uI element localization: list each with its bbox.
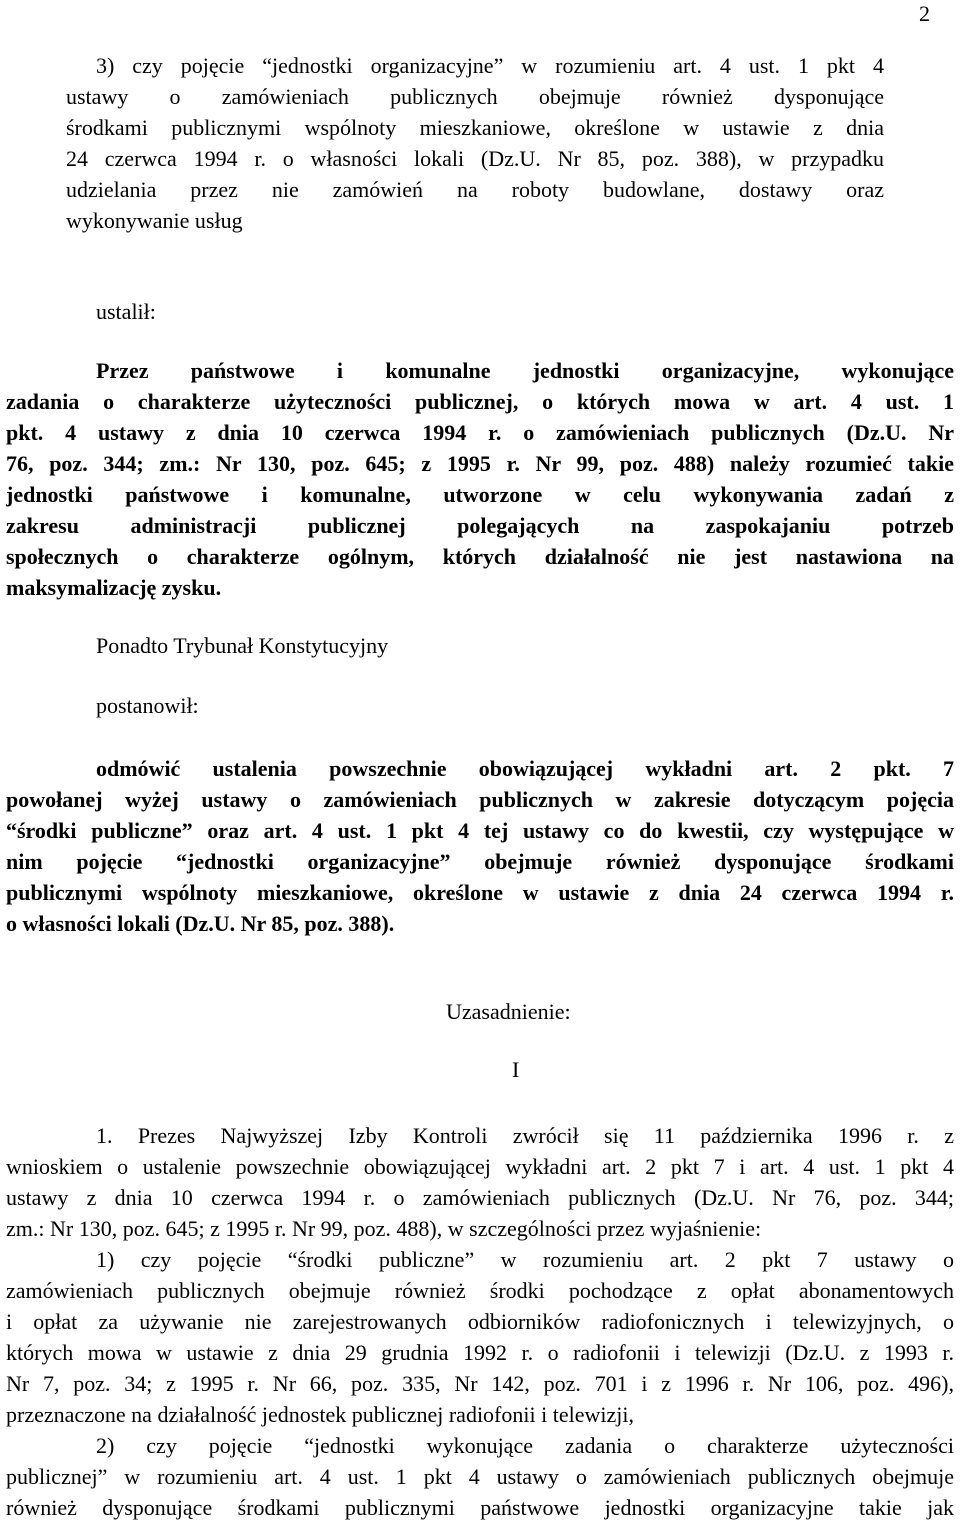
- ponadto-line: Ponadto Trybunał Konstytucyjny: [96, 633, 389, 658]
- page-number: 2: [919, 1, 930, 26]
- paragraph-line: maksymalizację zysku.: [6, 575, 222, 600]
- paragraph-line: ustawy z dnia 10 czerwca 1994 r. o zamówieniach publicznych (Dz.U. Nr 76, poz. 344;: [6, 1185, 954, 1210]
- question-3-paragraph: [66, 50, 884, 236]
- paragraph-line: nim pojęcie “jednostki organizacyjne” obejmuje również dysponujące środkami: [6, 849, 954, 874]
- paragraph-line: środkami publicznymi wspólnoty mieszkaniowe, określone w ustawie z dnia: [66, 115, 884, 140]
- section-numeral: I: [512, 1057, 520, 1082]
- paragraph-line: jednostki państwowe i komunalne, utworzone w celu wykonywania zadań z: [6, 482, 954, 507]
- paragraph-line: zadania o charakterze użyteczności publicznej, o których mowa w art. 4 ust. 1: [6, 389, 954, 414]
- paragraph-line: udzielania przez nie zamówień na roboty budowlane, dostawy oraz: [66, 177, 884, 202]
- justification-paragraph: [6, 1120, 954, 1523]
- paragraph-line: publicznymi wspólnoty mieszkaniowe, określone w ustawie z dnia 24 czerwca 1994 r.: [6, 880, 954, 905]
- paragraph-line: 1) czy pojęcie “środki publiczne” w rozumieniu art. 2 pkt 7 ustawy o: [96, 1247, 954, 1272]
- paragraph-line: Przez państwowe i komunalne jednostki organizacyjne, wykonujące: [96, 358, 954, 383]
- paragraph-line: o własności lokali (Dz.U. Nr 85, poz. 388).: [6, 911, 395, 936]
- paragraph-line: 76, poz. 344; zm.: Nr 130, poz. 645; z 1995 r. Nr 99, poz. 488) należy rozumieć takie: [6, 451, 954, 476]
- paragraph-line: 3) czy pojęcie “jednostki organizacyjne” w rozumieniu art. 4 ust. 1 pkt 4: [96, 53, 884, 78]
- paragraph-line: i opłat za używanie nie zarejestrowanych odbiorników radiofonicznych i telewizyjnych, o: [6, 1309, 954, 1334]
- postanowil-heading: postanowił:: [96, 693, 199, 718]
- paragraph-line: 2) czy pojęcie “jednostki wykonujące zadania o charakterze użyteczności: [96, 1433, 954, 1458]
- paragraph-line: zakresu administracji publicznej polegających na zaspokajaniu potrzeb: [6, 513, 954, 538]
- paragraph-line: odmówić ustalenia powszechnie obowiązującej wykładni art. 2 pkt. 7: [96, 756, 954, 781]
- paragraph-line: społecznych o charakterze ogólnym, których działalność nie jest nastawiona na: [6, 544, 954, 569]
- paragraph-line: publicznej” w rozumieniu art. 4 ust. 1 pkt 4 ustawy o zamówieniach publicznych obejmuje: [6, 1464, 954, 1489]
- paragraph-line: 1. Prezes Najwyższej Izby Kontroli zwrócił się 11 października 1996 r. z: [96, 1123, 954, 1148]
- paragraph-line: przeznaczone na działalność jednostek publicznej radiofonii i telewizji,: [6, 1402, 634, 1427]
- paragraph-line: Nr 7, poz. 34; z 1995 r. Nr 66, poz. 335, Nr 142, poz. 701 i z 1996 r. Nr 106, poz. 496),: [6, 1371, 954, 1396]
- uzasadnienie-heading: Uzasadnienie:: [446, 999, 571, 1024]
- resolution-2-paragraph: [6, 753, 954, 939]
- paragraph-line: ustawy o zamówieniach publicznych obejmuje również dysponujące: [66, 84, 884, 109]
- paragraph-line: zamówieniach publicznych obejmuje również środki pochodzące z opłat abonamentowych: [6, 1278, 954, 1303]
- paragraph-line: 24 czerwca 1994 r. o własności lokali (Dz.U. Nr 85, poz. 388), w przypadku: [66, 146, 884, 171]
- paragraph-line: zm.: Nr 130, poz. 645; z 1995 r. Nr 99, poz. 488), w szczególności przez wyjaśnienie:: [6, 1216, 762, 1241]
- resolution-1-paragraph: [6, 355, 954, 603]
- ustalil-heading: ustalił:: [96, 299, 156, 324]
- paragraph-line: powołanej wyżej ustawy o zamówieniach publicznych w zakresie dotyczącym pojęcia: [6, 787, 954, 812]
- paragraph-line: wnioskiem o ustalenie powszechnie obowiązującej wykładni art. 2 pkt 7 i art. 4 ust. 1 pkt 4: [6, 1154, 954, 1179]
- paragraph-line: wykonywanie usług: [66, 208, 243, 233]
- paragraph-line: których mowa w ustawie z dnia 29 grudnia 1992 r. o radiofonii i telewizji (Dz.U. z 1993 r.: [6, 1340, 954, 1365]
- paragraph-line: również dysponujące środkami publicznymi państwowe jednostki organizacyjne takie jak: [6, 1495, 954, 1520]
- paragraph-line: pkt. 4 ustawy z dnia 10 czerwca 1994 r. o zamówieniach publicznych (Dz.U. Nr: [6, 420, 954, 445]
- paragraph-line: “środki publiczne” oraz art. 4 ust. 1 pkt 4 tej ustawy co do kwestii, czy występujące w: [6, 818, 954, 843]
